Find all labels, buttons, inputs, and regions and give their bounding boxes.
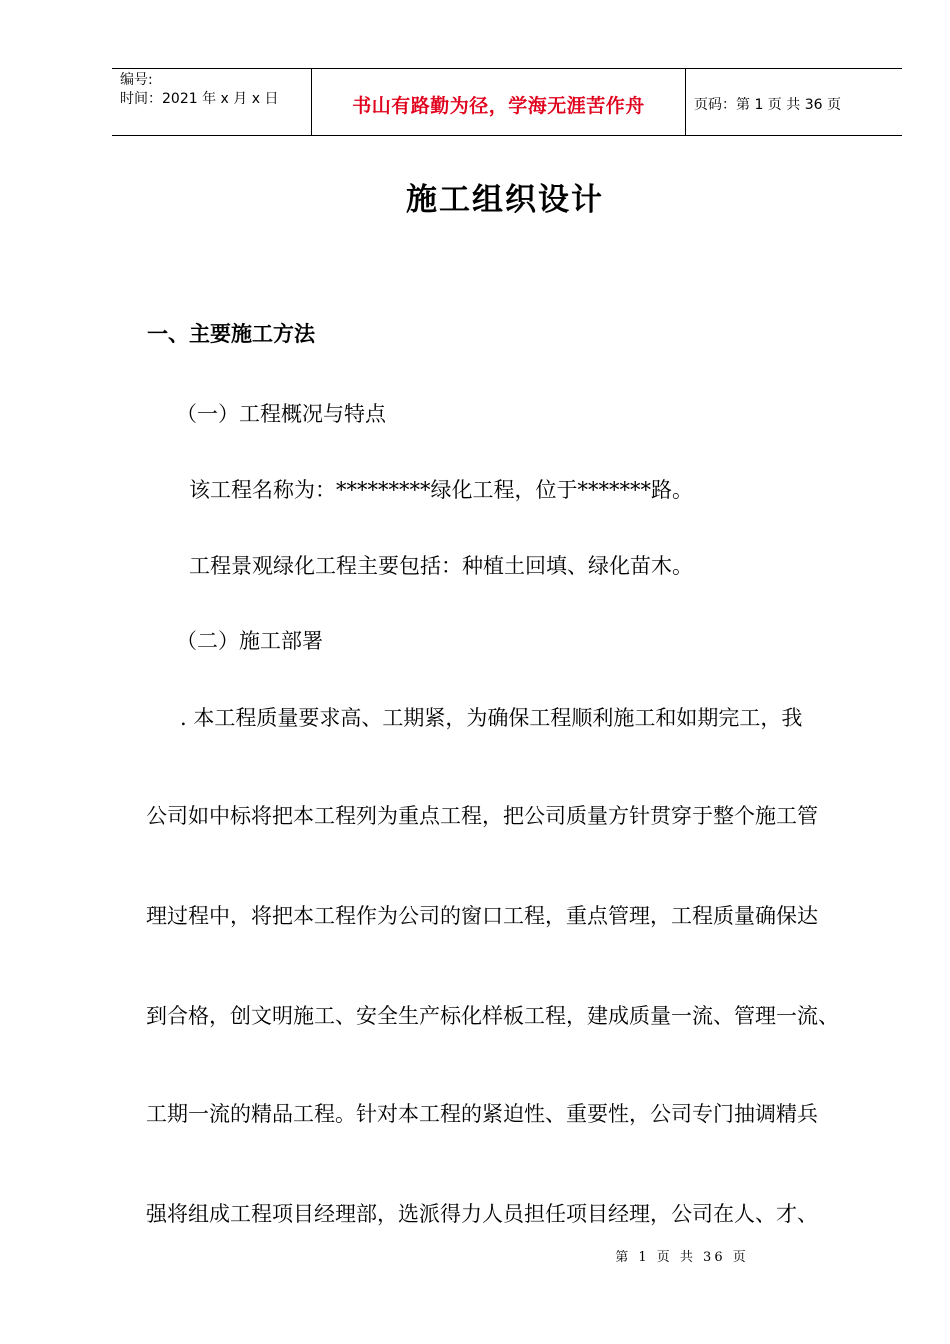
paragraph-project-name: 该工程名称为：*********绿化工程，位于*******路。 xyxy=(189,478,693,502)
paragraph-scope: 工程景观绿化工程主要包括：种植土回填、绿化苗木。 xyxy=(189,554,693,578)
page-header xyxy=(112,68,902,136)
body-line: 理过程中，将把本工程作为公司的窗口工程，重点管理，工程质量确保达 xyxy=(146,904,818,928)
subheading-deployment: （二）施工部署 xyxy=(176,629,323,653)
body-line: . 本工程质量要求高、工期紧，为确保工程顺利施工和如期完工，我 xyxy=(180,706,803,730)
document-title: 施工组织设计 xyxy=(406,182,604,218)
body-line: 工期一流的精品工程。针对本工程的紧迫性、重要性，公司专门抽调精兵 xyxy=(146,1102,818,1126)
time-label: 时间：2021 年 x 月 x 日 xyxy=(120,91,279,107)
subheading-overview: （一）工程概况与特点 xyxy=(176,402,386,426)
body-line: 公司如中标将把本工程列为重点工程，把公司质量方针贯穿于整个施工管 xyxy=(146,804,818,828)
page-footer: 第 1 页 共 36 页 xyxy=(615,1250,749,1265)
section-heading: 一、主要施工方法 xyxy=(147,322,315,346)
body-line: 强将组成工程项目经理部，选派得力人员担任项目经理，公司在人、才、 xyxy=(146,1202,818,1226)
header-motto: 书山有路勤为径，学海无涯苦作舟 xyxy=(312,69,686,135)
body-line: 到合格，创文明施工、安全生产标化样板工程，建成质量一流、管理一流、 xyxy=(146,1004,839,1028)
header-page-info: 页码：第 1 页 共 36 页 xyxy=(694,97,841,113)
header-meta xyxy=(112,69,312,135)
number-label: 编号: xyxy=(120,72,153,88)
